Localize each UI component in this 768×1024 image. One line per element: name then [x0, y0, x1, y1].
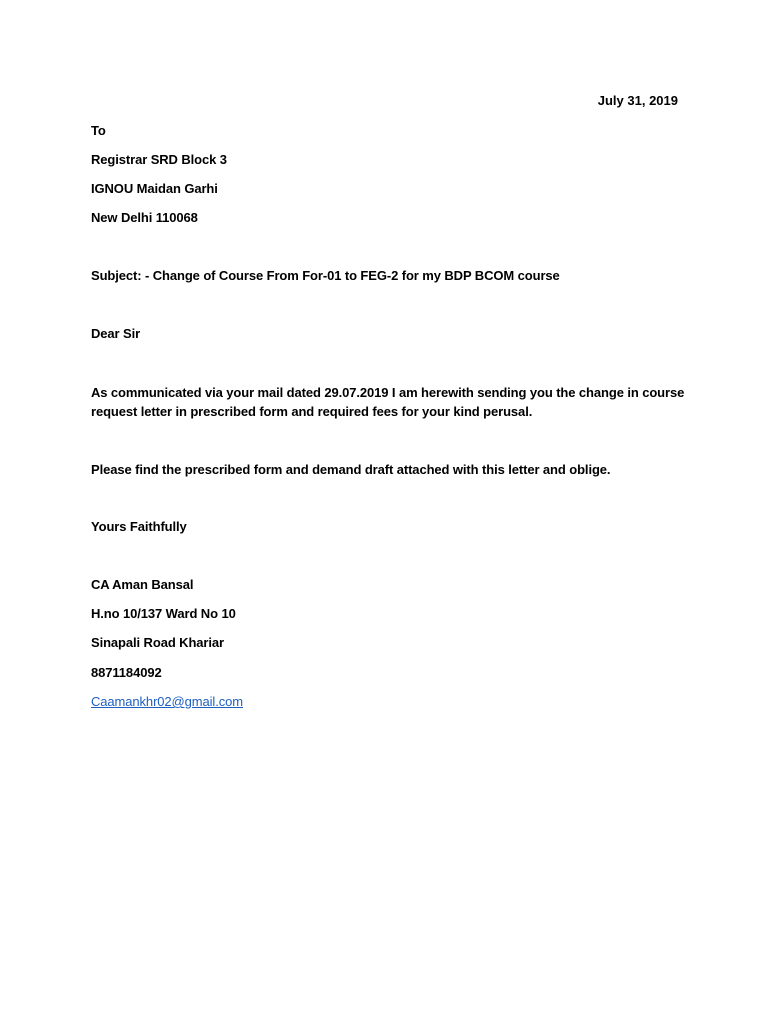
recipient-line-1: Registrar SRD Block 3: [91, 152, 227, 167]
sender-address-1: H.no 10/137 Ward No 10: [91, 606, 236, 621]
letter-date: July 31, 2019: [597, 93, 678, 108]
sender-phone: 8871184092: [91, 665, 162, 680]
body-paragraph-1-line-1: As communicated via your mail dated 29.07.2019 I am herewith sending you the change in course: [91, 385, 685, 400]
subject-line: Subject: - Change of Course From For-01 to FEG-2 for my BDP BCOM course: [91, 268, 560, 283]
sender-address-2: Sinapali Road Khariar: [91, 635, 224, 650]
recipient-line-3: New Delhi 110068: [91, 210, 198, 225]
to-label: To: [91, 123, 106, 138]
salutation: Dear Sir: [91, 326, 141, 341]
sender-name: CA Aman Bansal: [91, 577, 194, 592]
body-paragraph-1-line-2: request letter in prescribed form and required fees for your kind perusal.: [91, 404, 533, 419]
sender-email-link[interactable]: Caamankhr02@gmail.com: [91, 694, 243, 709]
closing: Yours Faithfully: [91, 519, 187, 534]
recipient-line-2: IGNOU Maidan Garhi: [91, 181, 218, 196]
body-paragraph-2: Please find the prescribed form and demand draft attached with this letter and oblige.: [91, 462, 611, 477]
